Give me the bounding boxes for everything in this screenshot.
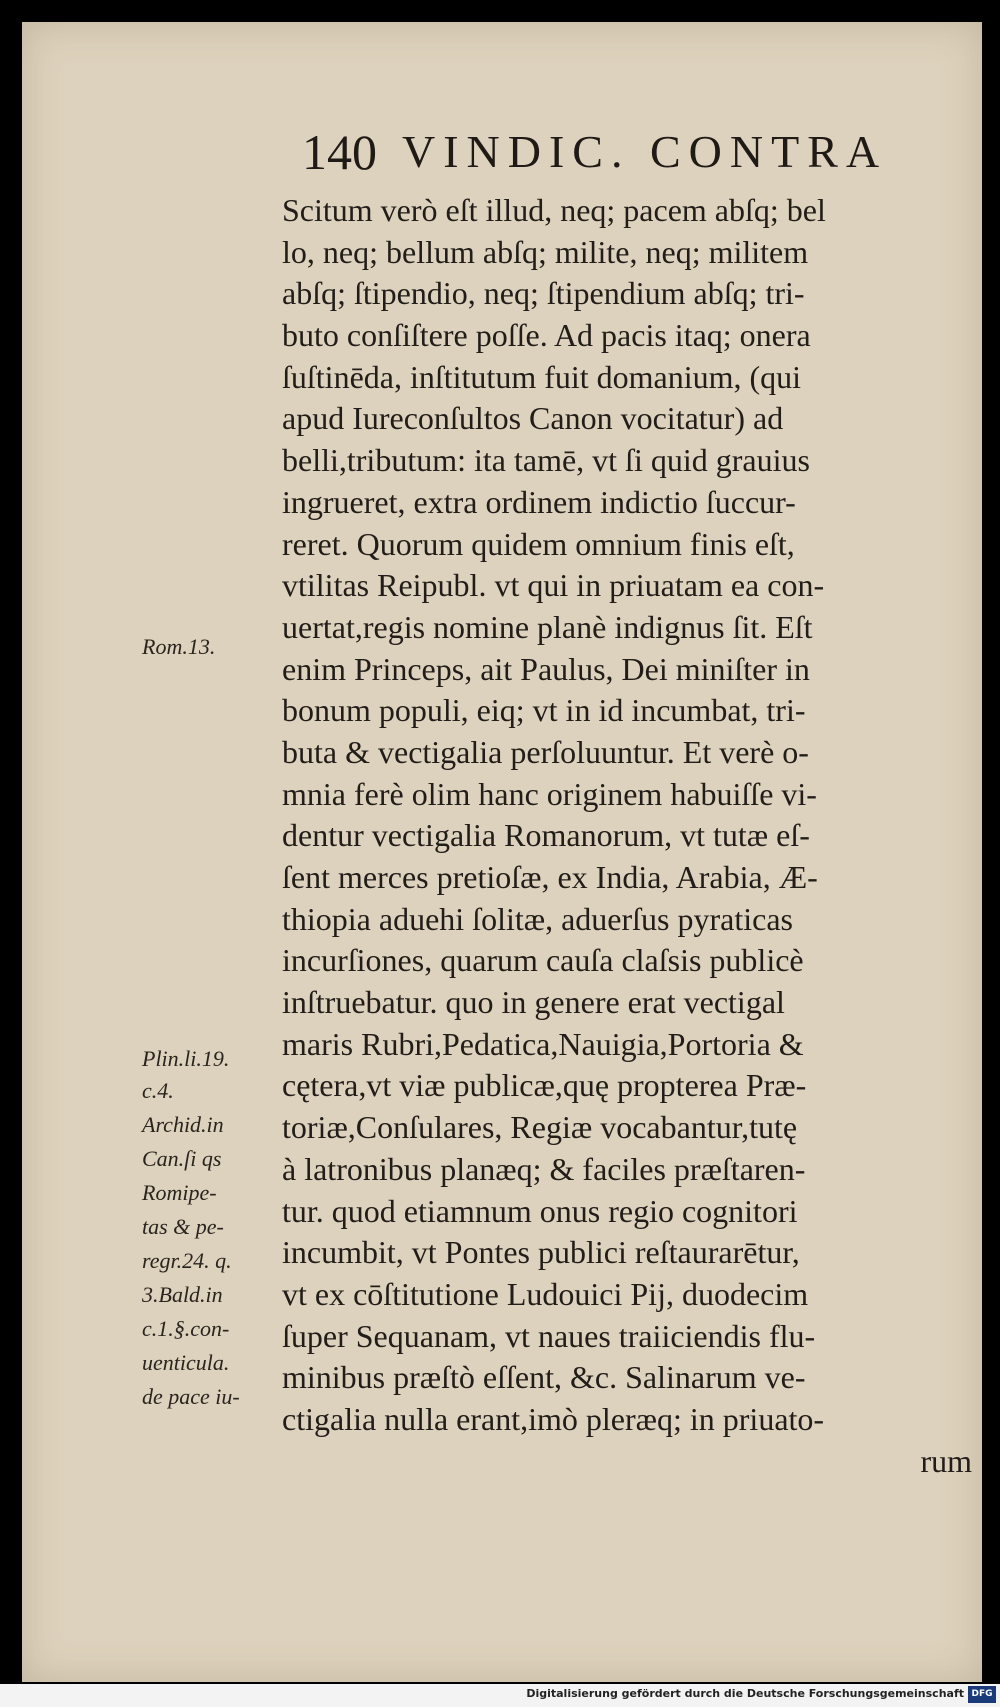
- marginal-note: c.4.: [142, 1078, 174, 1103]
- text-line: ſuſtinēda, inſtitutum fuit domanium, (qui: [282, 358, 802, 395]
- text-line: minibus præſtò eſſent, &c. Salinarum ve-: [282, 1359, 806, 1396]
- dfg-logo: DFG: [968, 1686, 996, 1703]
- text-line: vtilitas Reipubl. vt qui in priuatam ea con-: [282, 567, 825, 604]
- text-line: incumbit, vt Pontes publici reſtaurarētur,: [282, 1234, 800, 1271]
- page-header: [282, 122, 922, 182]
- text-line: vt ex cōſtitutione Ludouici Pij, duodecim: [282, 1275, 809, 1312]
- marginal-note: Archid.in: [142, 1112, 224, 1137]
- text-line: inſtruebatur. quo in genere erat vectigal: [282, 984, 785, 1021]
- running-head: VINDIC. CONTRA: [402, 126, 888, 177]
- marginal-note: de pace iu-: [142, 1384, 240, 1409]
- marginal-note: Plin.li.19.: [142, 1046, 230, 1071]
- body-text: [282, 190, 972, 1482]
- text-line: ingrueret, extra ordinem indictio ſuccur-: [282, 483, 796, 520]
- marginal-note: Romipe-: [142, 1180, 217, 1205]
- text-line: cętera,vt viæ publicæ,quę propterea Præ-: [282, 1067, 807, 1104]
- text-line: belli,tributum: ita tamē, vt ſi quid grauius: [282, 442, 810, 479]
- marginal-note: uenticula.: [142, 1350, 230, 1375]
- text-line: buta & vectigalia perſoluuntur. Et verè o-: [282, 733, 809, 770]
- text-line: abſq; ſtipendio, neq; ſtipendium abſq; tri-: [282, 275, 805, 312]
- marginal-note: regr.24. q.: [142, 1248, 232, 1273]
- text-line: rum: [920, 1442, 972, 1479]
- text-line: ſent merces pretioſæ, ex India, Arabia, Æ-: [282, 859, 818, 895]
- marginal-note: Can.ſi qs: [142, 1146, 222, 1171]
- text-line: tur. quod etiamnum onus regio cognitori: [282, 1192, 798, 1229]
- footer-credit: Digitalisierung gefördert durch die Deutsche Forschungsgemeinschaft: [526, 1687, 964, 1700]
- text-line: mnia ferè olim hanc originem habuiſſe vi-: [282, 775, 817, 812]
- scanned-page: [22, 22, 982, 1682]
- page-number: 140: [302, 124, 377, 180]
- marginal-note: tas & pe-: [142, 1214, 224, 1239]
- marginal-note: c.1.§.con-: [142, 1316, 230, 1341]
- text-line: maris Rubri,Pedatica,Nauigia,Portoria &: [282, 1025, 804, 1062]
- text-line: ctigalia nulla erant,imò pleræq; in priuato-: [282, 1400, 825, 1437]
- text-line: thiopia aduehi ſolitæ, aduerſus pyraticas: [282, 900, 793, 937]
- marginal-note: 3.Bald.in: [142, 1282, 223, 1307]
- text-line: incurſiones, quarum cauſa claſsis publicè: [282, 942, 804, 979]
- text-line: Scitum verò eſt illud, neq; pacem abſq; bel: [282, 192, 826, 228]
- marginal-note: Rom.13.: [142, 634, 216, 659]
- text-line: uertat,regis nomine planè indignus ſit. Eſt: [282, 608, 813, 645]
- text-line: bonum populi, eiq; vt in id incumbat, tri-: [282, 692, 806, 729]
- text-line: ſuper Sequanam, vt naues traiiciendis flu-: [282, 1317, 816, 1354]
- text-line: enim Princeps, ait Paulus, Dei miniſter in: [282, 650, 810, 687]
- text-line: dentur vectigalia Romanorum, vt tutæ eſ-: [282, 817, 810, 854]
- text-line: reret. Quorum quidem omnium finis eſt,: [282, 525, 795, 562]
- footer-bar: [0, 1684, 1000, 1707]
- text-line: à latronibus planæq; & faciles præſtaren-: [282, 1150, 806, 1187]
- text-line: buto conſiſtere poſſe. Ad pacis itaq; onera: [282, 317, 811, 354]
- text-line: lo, neq; bellum abſq; milite, neq; militem: [282, 233, 809, 270]
- text-line: toriæ,Conſulares, Regiæ vocabantur,tutę: [282, 1109, 798, 1146]
- text-line: apud Iureconſultos Canon vocitatur) ad: [282, 400, 784, 437]
